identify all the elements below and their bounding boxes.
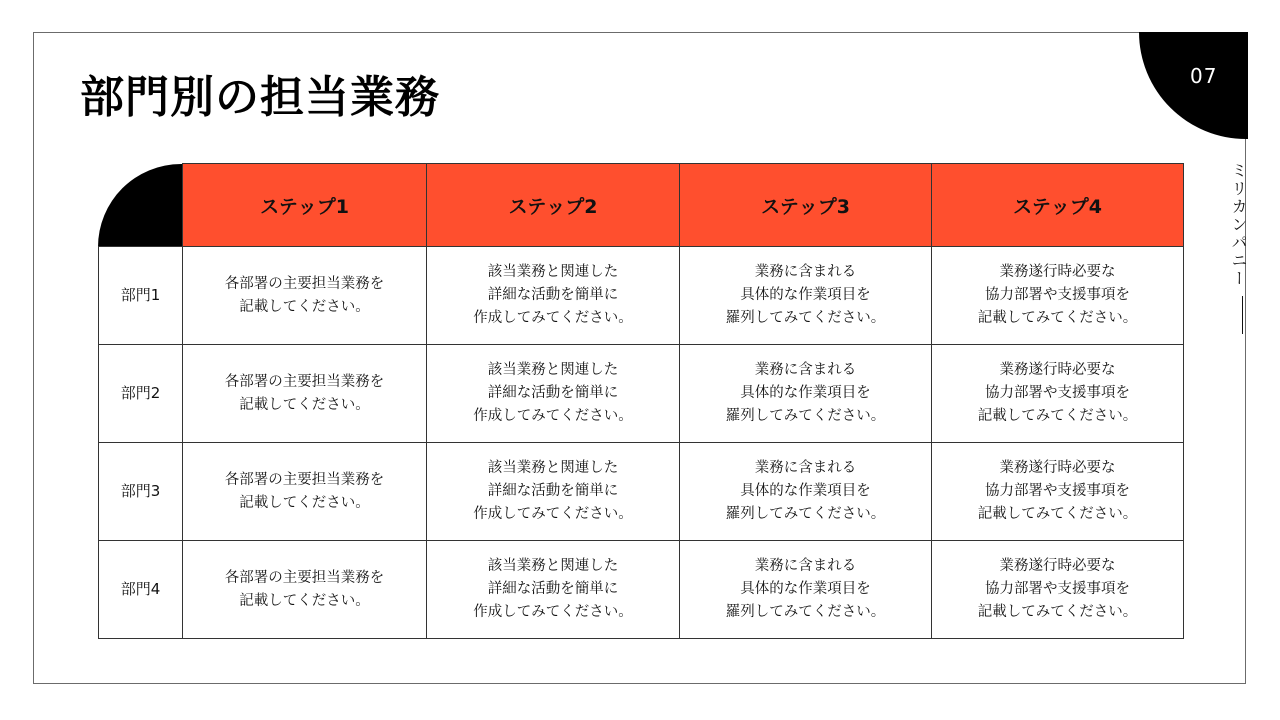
cell-text-line: 業務に含まれる	[754, 460, 857, 476]
cell-text-line: 該当業務と関連した	[487, 558, 619, 574]
table-cell	[680, 247, 932, 345]
table-header-row	[99, 164, 1184, 247]
table-cell	[183, 345, 427, 443]
cell-text-line: 詳細な活動を簡単に	[487, 581, 619, 597]
cell-text-line: 作成してみてください。	[473, 310, 633, 326]
cell-text-line: 協力部署や支援事項を	[985, 581, 1130, 597]
cell-text-line: 羅列してみてください。	[725, 408, 886, 424]
cell-text-line: 記載してください。	[239, 494, 370, 511]
cell-text-line: 業務遂行時必要な	[999, 460, 1116, 476]
cell-text-line: 記載してください。	[239, 396, 370, 413]
table-cell	[183, 541, 427, 639]
table-cell	[680, 443, 932, 541]
cell-text-line: 具体的な作業項目を	[740, 581, 871, 597]
cell-text-line: 協力部署や支援事項を	[985, 287, 1130, 303]
cell-text-line: 具体的な作業項目を	[740, 385, 871, 401]
cell-text-line: 業務遂行時必要な	[999, 362, 1116, 378]
table-row	[99, 541, 1184, 639]
step-header: ステップ4	[932, 164, 1184, 247]
cell-text-line: 各部署の主要担当業務を	[224, 373, 385, 390]
cell-text-line: 該当業務と関連した	[487, 460, 619, 476]
table-cell	[680, 345, 932, 443]
department-task-table	[98, 163, 1184, 639]
cell-text-line: 各部署の主要担当業務を	[224, 569, 385, 586]
cell-text-line: 該当業務と関連した	[487, 264, 619, 280]
table-corner-cell	[99, 164, 183, 247]
table-cell	[932, 443, 1184, 541]
cell-text-line: 該当業務と関連した	[487, 362, 619, 378]
cell-text-line: 業務に含まれる	[754, 264, 857, 280]
cell-text-line: 具体的な作業項目を	[740, 287, 871, 303]
cell-text-line: 羅列してみてください。	[725, 604, 886, 620]
company-divider	[1242, 296, 1243, 334]
step-header: ステップ3	[680, 164, 932, 247]
table-cell	[427, 345, 680, 443]
cell-text-line: 羅列してみてください。	[725, 506, 886, 522]
table-row	[99, 247, 1184, 345]
cell-text-line: 業務遂行時必要な	[999, 558, 1116, 574]
table-row	[99, 345, 1184, 443]
cell-text-line: 記載してみてください。	[977, 310, 1138, 326]
cell-text-line: 作成してみてください。	[473, 604, 633, 620]
table-cell	[183, 443, 427, 541]
table-cell	[932, 345, 1184, 443]
cell-text-line: 羅列してみてください。	[725, 310, 886, 326]
cell-text-line: 詳細な活動を簡単に	[487, 385, 619, 401]
cell-text-line: 記載してください。	[239, 592, 370, 609]
page-title: 部門別の担当業務	[80, 72, 440, 123]
department-label: 部門2	[99, 345, 183, 443]
cell-text-line: 具体的な作業項目を	[740, 483, 871, 499]
cell-text-line: 各部署の主要担当業務を	[224, 275, 385, 292]
cell-text-line: 記載してみてください。	[977, 408, 1138, 424]
cell-text-line: 記載してみてください。	[977, 604, 1138, 620]
cell-text-line: 各部署の主要担当業務を	[224, 471, 385, 488]
table-cell	[427, 443, 680, 541]
step-header: ステップ1	[183, 164, 427, 247]
table-cell	[932, 247, 1184, 345]
company-name: ミリカンパニー	[1229, 162, 1248, 288]
table-cell	[427, 541, 680, 639]
table-cell	[932, 541, 1184, 639]
cell-text-line: 記載してください。	[239, 298, 370, 315]
cell-text-line: 作成してみてください。	[473, 408, 633, 424]
cell-text-line: 記載してみてください。	[977, 506, 1138, 522]
department-label: 部門4	[99, 541, 183, 639]
department-label: 部門3	[99, 443, 183, 541]
table-cell	[183, 247, 427, 345]
table-cell	[680, 541, 932, 639]
cell-text-line: 詳細な活動を簡単に	[487, 483, 619, 499]
table-row	[99, 443, 1184, 541]
cell-text-line: 詳細な活動を簡単に	[487, 287, 619, 303]
page-number: 07	[1190, 64, 1218, 88]
cell-text-line: 協力部署や支援事項を	[985, 483, 1130, 499]
step-header: ステップ2	[427, 164, 680, 247]
department-label: 部門1	[99, 247, 183, 345]
cell-text-line: 業務遂行時必要な	[999, 264, 1116, 280]
cell-text-line: 作成してみてください。	[473, 506, 633, 522]
cell-text-line: 業務に含まれる	[754, 558, 857, 574]
cell-text-line: 業務に含まれる	[754, 362, 857, 378]
table-cell	[427, 247, 680, 345]
cell-text-line: 協力部署や支援事項を	[985, 385, 1130, 401]
